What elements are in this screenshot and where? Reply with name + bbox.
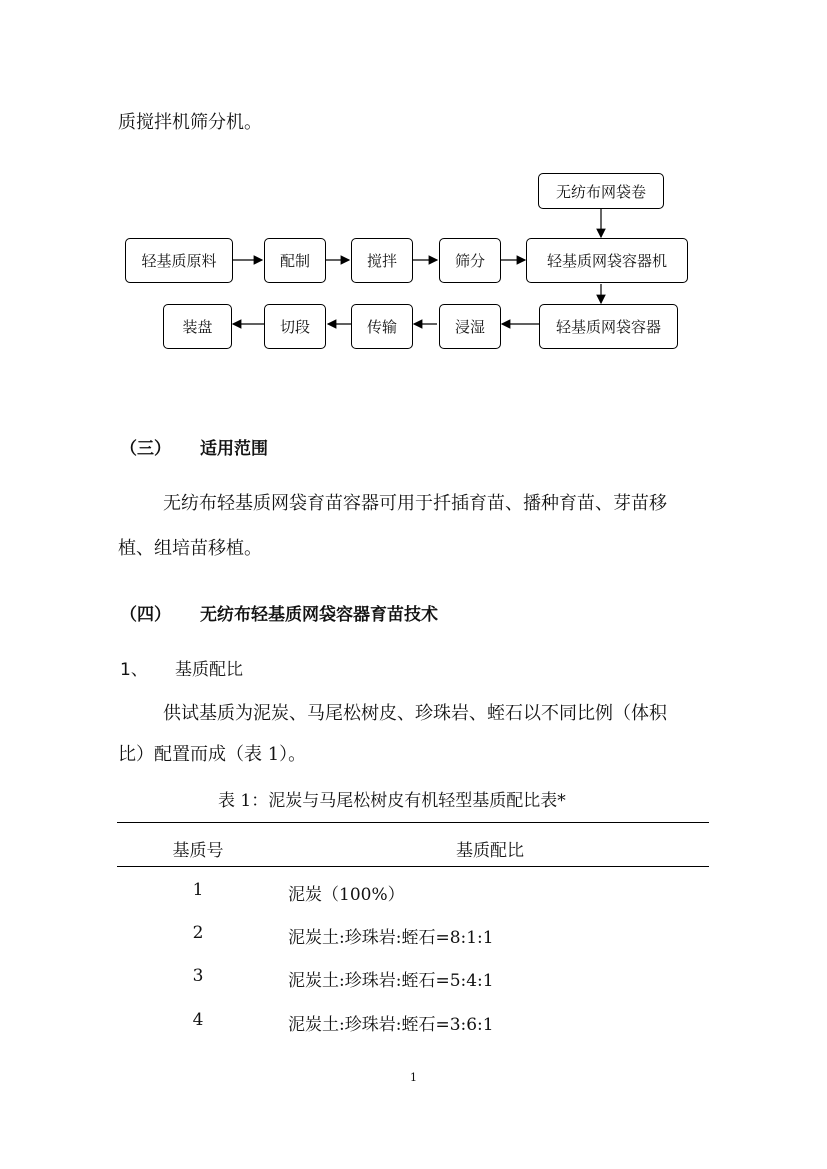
flow-node-raw-material: 轻基质原料 bbox=[125, 238, 233, 283]
section-3-title: 适用范围 bbox=[200, 439, 268, 459]
table-cell-formula: 泥炭土:珍珠岩:蛭石=8:1:1 bbox=[288, 928, 494, 948]
flow-node-nonwoven-roll: 无纺布网袋卷 bbox=[538, 173, 664, 209]
flow-node-container: 轻基质网袋容器 bbox=[539, 304, 678, 349]
flow-node-mixing: 搅拌 bbox=[351, 238, 413, 283]
flow-node-tray-loading: 装盘 bbox=[163, 304, 232, 349]
table-header-id: 基质号 bbox=[172, 841, 224, 861]
section-4-title: 无纺布轻基质网袋容器育苗技术 bbox=[200, 605, 438, 625]
table-header-rule bbox=[117, 866, 709, 867]
flow-node-soaking: 浸湿 bbox=[439, 304, 501, 349]
flow-node-conveying: 传输 bbox=[351, 304, 413, 349]
flow-node-preparation: 配制 bbox=[264, 238, 326, 283]
table-cell-formula: 泥炭土:珍珠岩:蛭石=3:6:1 bbox=[288, 1015, 494, 1035]
flow-node-container-machine: 轻基质网袋容器机 bbox=[526, 238, 688, 283]
intro-text: 质搅拌机筛分机。 bbox=[118, 112, 262, 133]
flow-arrows bbox=[0, 0, 827, 400]
section-3-number: （三） bbox=[120, 439, 171, 459]
subsection-1-number: 1、 bbox=[120, 660, 148, 680]
table-header-formula: 基质配比 bbox=[456, 841, 524, 861]
table-cell-id: 4 bbox=[192, 1010, 204, 1030]
table-top-rule bbox=[117, 822, 709, 823]
subsection-1-body-line1: 供试基质为泥炭、马尾松树皮、珍珠岩、蛭石以不同比例（体积 bbox=[163, 703, 667, 724]
table-cell-id: 1 bbox=[192, 880, 204, 900]
table-cell-formula: 泥炭土:珍珠岩:蛭石=5:4:1 bbox=[288, 971, 494, 991]
subsection-1-body-line2: 比）配置而成（表 1）。 bbox=[118, 744, 307, 765]
section-3-body-line2: 植、组培苗移植。 bbox=[118, 538, 262, 559]
flow-node-screening: 筛分 bbox=[439, 238, 501, 283]
section-3-body-line1: 无纺布轻基质网袋育苗容器可用于扦插育苗、播种育苗、芽苗移 bbox=[163, 493, 667, 514]
subsection-1-title: 基质配比 bbox=[175, 660, 243, 680]
table-cell-id: 3 bbox=[192, 966, 204, 986]
table-caption: 表 1：泥炭与马尾松树皮有机轻型基质配比表* bbox=[218, 791, 566, 811]
table-cell-formula: 泥炭（100%） bbox=[288, 885, 405, 905]
flow-node-cutting: 切段 bbox=[264, 304, 326, 349]
page-number: 1 bbox=[410, 1071, 417, 1084]
table-cell-id: 2 bbox=[192, 923, 204, 943]
section-4-number: （四） bbox=[120, 605, 171, 625]
